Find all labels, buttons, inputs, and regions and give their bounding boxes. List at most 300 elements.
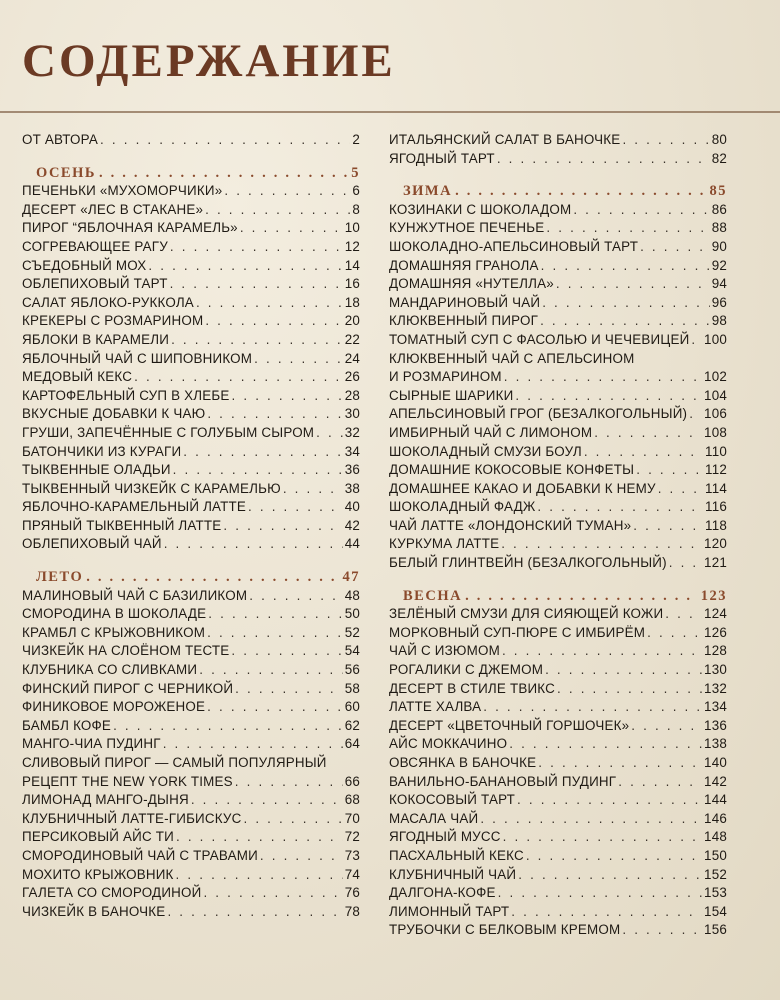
toc-entry	[22, 735, 360, 754]
toc-entry	[22, 903, 360, 922]
toc-entry	[389, 257, 727, 276]
dot-leader	[618, 773, 702, 792]
toc-entry	[389, 810, 727, 829]
entry-title: МАНДАРИНОВЫЙ ЧАЙ	[389, 294, 541, 310]
entry-page: 112	[705, 462, 727, 478]
toc-entry	[389, 498, 727, 517]
entry-title: ВКУСНЫЕ ДОБАВКИ К ЧАЮ	[22, 406, 206, 422]
dot-leader	[622, 131, 709, 150]
entry-page: 36	[344, 462, 360, 478]
toc-entry	[22, 810, 360, 829]
entry-title: ОБЛЕПИХОВЫЙ ЧАЙ	[22, 536, 162, 552]
entry-title: ЧАЙ ЛАТТЕ «ЛОНДОНСКИЙ ТУМАН»	[389, 517, 632, 533]
entry-page: 22	[344, 331, 360, 347]
entry-page: 146	[704, 810, 727, 826]
entry-page: 120	[704, 536, 727, 552]
dot-leader	[594, 424, 702, 443]
dot-leader	[640, 238, 710, 257]
toc-entry	[22, 847, 360, 866]
toc-entry	[389, 480, 727, 499]
toc-entry	[389, 866, 727, 885]
toc-entry	[22, 661, 360, 680]
toc-entry	[389, 150, 727, 169]
dot-leader	[170, 238, 343, 257]
entry-title: ФИНИКОВОЕ МОРОЖЕНОЕ	[22, 699, 206, 715]
summer-list	[22, 587, 360, 922]
entry-title: ЧИЗКЕЙК НА СЛОЁНОМ ТЕСТЕ	[22, 643, 230, 659]
section-heading-autumn	[22, 164, 360, 183]
page-title: СОДЕРЖАНИЕ	[22, 35, 396, 87]
entry-page: 152	[704, 866, 727, 882]
entry-title: ВАНИЛЬНО-БАНАНОВЫЙ ПУДИНГ	[389, 773, 617, 789]
toc-entry	[22, 275, 360, 294]
toc-entry	[389, 605, 727, 624]
entry-title: КЛУБНИЧНЫЙ ЧАЙ	[389, 866, 517, 882]
entry-title: МЕДОВЫЙ КЕКС	[22, 369, 133, 385]
dot-leader	[164, 535, 343, 554]
dot-leader	[248, 498, 343, 517]
entry-title: ФИНСКИЙ ПИРОГ С ЧЕРНИКОЙ	[22, 680, 234, 696]
entry-title: ДОМАШНЯЯ ГРАНОЛА	[389, 257, 539, 273]
toc-entry	[22, 182, 360, 201]
entry-page: 30	[344, 406, 360, 422]
entry-title: КОЗИНАКИ С ШОКОЛАДОМ	[389, 201, 572, 217]
entry-title: БАТОНЧИКИ ИЗ КУРАГИ	[22, 443, 182, 459]
entry-page: 108	[704, 424, 727, 440]
section-title: ЗИМА	[403, 183, 453, 200]
dot-leader	[203, 884, 342, 903]
toc-entry	[22, 219, 360, 238]
entry-title: ОВСЯНКА В БАНОЧКЕ	[389, 755, 537, 770]
toc-entry	[22, 461, 360, 480]
dot-leader	[542, 294, 709, 313]
dot-leader	[171, 331, 343, 350]
dot-leader	[526, 847, 702, 866]
toc-entry	[389, 131, 727, 150]
toc-entry	[389, 368, 727, 387]
dot-leader	[636, 461, 703, 480]
entry-page: 121	[704, 555, 727, 571]
spring-list	[389, 605, 727, 940]
dot-leader	[113, 717, 343, 736]
dot-leader	[223, 517, 342, 536]
title-divider	[0, 111, 780, 113]
winter-list	[389, 201, 727, 573]
entry-page: 150	[704, 847, 727, 863]
entry-page: 44	[344, 536, 360, 552]
toc-entry	[389, 405, 727, 424]
entry-page: 38	[344, 480, 360, 496]
entry-page: 110	[705, 443, 727, 459]
entry-page: 126	[704, 624, 727, 640]
toc-entry	[22, 698, 360, 717]
entry-title: ПИРОГ “ЯБЛОЧНАЯ КАРАМЕЛЬ»	[22, 220, 238, 236]
entry-title: МОХИТО КРЫЖОВНИК	[22, 866, 174, 882]
section-title: ЛЕТО	[36, 569, 84, 586]
entry-page: 56	[344, 662, 360, 678]
toc-entry	[389, 735, 727, 754]
dot-leader	[691, 331, 702, 350]
dot-leader	[208, 605, 342, 624]
entry-page: 156	[704, 922, 727, 938]
entry-title: КАРТОФЕЛЬНЫЙ СУП В ХЛЕБЕ	[22, 387, 230, 403]
toc-entry	[22, 884, 360, 903]
entry-title: ОТ АВТОРА	[22, 132, 99, 147]
dot-leader	[235, 773, 343, 792]
toc-entry	[389, 331, 727, 350]
dot-leader	[167, 903, 342, 922]
entry-title: ЯБЛОЧНЫЙ ЧАЙ С ШИПОВНИКОМ	[22, 350, 253, 366]
toc-entry	[389, 443, 727, 462]
toc-entry	[22, 312, 360, 331]
entry-title: КЛЮКВЕННЫЙ ЧАЙ С АПЕЛЬСИНОМ	[389, 350, 635, 366]
dot-leader	[540, 312, 710, 331]
dot-leader	[511, 903, 702, 922]
entry-title: ДОМАШНИЕ КОКОСОВЫЕ КОНФЕТЫ	[389, 462, 635, 478]
entry-page: 88	[711, 220, 727, 236]
spacer	[22, 554, 360, 568]
entry-title: СЪЕДОБНЫЙ МОХ	[22, 257, 147, 273]
entry-page: 20	[344, 313, 360, 329]
dot-leader	[480, 810, 702, 829]
entry-title: ПЕРСИКОВЫЙ АЙС ТИ	[22, 829, 174, 845]
toc-entry	[389, 461, 727, 480]
entry-title: ДЕСЕРТ «ЛЕС В СТАКАНЕ»	[22, 201, 204, 217]
toc-entry	[389, 387, 727, 406]
entry-page: 92	[711, 257, 727, 273]
entry-page: 54	[344, 643, 360, 659]
entry-page: 12	[344, 238, 360, 254]
section-title: ОСЕНЬ	[36, 164, 96, 181]
entry-page: 6	[352, 183, 360, 199]
entry-page: 32	[344, 424, 360, 440]
toc-entry	[389, 791, 727, 810]
entry-title: ОБЛЕПИХОВЫЙ ТАРТ	[22, 276, 168, 292]
entry-page: 104	[704, 387, 727, 403]
entry-title: ШОКОЛАДНО-АПЕЛЬСИНОВЫЙ ТАРТ	[389, 238, 639, 254]
entry-title: ГРУШИ, ЗАПЕЧЁННЫЕ С ГОЛУБЫМ СЫРОМ	[22, 424, 315, 440]
entry-page: 136	[704, 717, 727, 733]
entry-title: СМОРОДИНА В ШОКОЛАДЕ	[22, 606, 207, 622]
entry-page: 100	[704, 331, 727, 347]
dot-leader	[199, 661, 342, 680]
entry-title: ИМБИРНЫЙ ЧАЙ С ЛИМОНОМ	[389, 424, 593, 440]
entry-title: КЛЮКВЕННЫЙ ПИРОГ	[389, 313, 539, 329]
dot-leader	[465, 587, 698, 606]
dot-leader	[647, 624, 702, 643]
entry-title: КЛУБНИКА СО СЛИВКАМИ	[22, 662, 198, 678]
dot-leader	[502, 642, 702, 661]
section-title: ВЕСНА	[403, 587, 463, 604]
toc-entry	[389, 884, 727, 903]
toc-entry	[389, 201, 727, 220]
entry-page: 8	[352, 201, 360, 217]
entry-title: КОКОСОВЫЙ ТАРТ	[389, 792, 516, 808]
dot-leader	[316, 424, 343, 443]
entry-page: 58	[344, 680, 360, 696]
dot-leader	[176, 828, 343, 847]
toc-entry	[389, 219, 727, 238]
entry-title: САЛАТ ЯБЛОКО-РУККОЛА	[22, 294, 194, 310]
dot-leader	[232, 387, 343, 406]
dot-leader	[689, 405, 702, 424]
entry-title-cont: РЕЦЕПТ THE NEW YORK TIMES	[22, 773, 233, 789]
toc-entry-line	[22, 754, 360, 773]
entry-page: 140	[704, 755, 727, 770]
entry-title: БЕЛЫЙ ГЛИНТВЕЙН (БЕЗАЛКОГОЛЬНЫЙ)	[389, 555, 667, 571]
dot-leader	[545, 661, 702, 680]
toc-entry	[22, 387, 360, 406]
toc-entry	[389, 754, 727, 773]
section-heading-spring	[389, 587, 727, 606]
entry-title: КУНЖУТНОЕ ПЕЧЕНЬЕ	[389, 220, 545, 236]
entry-page: 102	[704, 369, 727, 385]
dot-leader	[573, 201, 709, 220]
entry-title: ТЫКВЕННЫЙ ЧИЗКЕЙК С КАРАМЕЛЬЮ	[22, 480, 281, 496]
entry-page: 48	[344, 587, 360, 603]
entry-page: 73	[344, 847, 360, 863]
toc-entry	[22, 587, 360, 606]
toc-entry	[22, 605, 360, 624]
dot-leader	[658, 480, 703, 499]
dot-leader	[254, 350, 343, 369]
dot-leader	[176, 866, 343, 885]
section-page: 5	[351, 164, 360, 181]
entry-title: ЯБЛОКИ В КАРАМЕЛИ	[22, 331, 170, 347]
toc-entry	[389, 661, 727, 680]
dot-leader	[207, 624, 343, 643]
entry-page: 142	[704, 773, 727, 789]
entry-page: 2	[352, 132, 360, 147]
dot-leader	[191, 791, 343, 810]
entry-title: ЯГОДНЫЙ МУСС	[389, 829, 501, 845]
entry-page: 144	[704, 792, 727, 808]
dot-leader	[205, 312, 342, 331]
entry-page: 124	[704, 606, 727, 622]
entry-title: БАМБЛ КОФЕ	[22, 717, 112, 733]
entry-title: МАНГО-ЧИА ПУДИНГ	[22, 736, 161, 752]
entry-title: ТРУБОЧКИ С БЕЛКОВЫМ КРЕМОМ	[389, 922, 621, 938]
toc-entry	[389, 275, 727, 294]
entry-page: 70	[344, 810, 360, 826]
toc-entry	[22, 866, 360, 885]
entry-title: ДАЛГОНА-КОФЕ	[389, 885, 496, 901]
entry-title: ТЫКВЕННЫЕ ОЛАДЬИ	[22, 462, 171, 478]
entry-page: 154	[704, 903, 727, 919]
entry-page: 90	[711, 238, 727, 254]
toc-entry	[22, 350, 360, 369]
dot-leader	[557, 680, 702, 699]
toc-entry	[389, 828, 727, 847]
toc-entry	[22, 443, 360, 462]
spacer	[389, 573, 727, 587]
toc-entry	[389, 554, 727, 573]
entry-title: ЛИМОНАД МАНГО-ДЫНЯ	[22, 792, 189, 808]
entry-title: ПЕЧЕНЬКИ «МУХОМОРЧИКИ»	[22, 183, 223, 199]
dot-leader	[163, 735, 343, 754]
entry-page: 78	[344, 903, 360, 919]
entry-title: МАЛИНОВЫЙ ЧАЙ С БАЗИЛИКОМ	[22, 587, 248, 603]
entry-page: 52	[344, 624, 360, 640]
toc-entry	[389, 717, 727, 736]
dot-leader	[173, 461, 343, 480]
toc-entry-intro	[22, 131, 360, 150]
entry-page: 16	[344, 276, 360, 292]
entry-title: ЯБЛОЧНО-КАРАМЕЛЬНЫЙ ЛАТТЕ	[22, 499, 247, 515]
entry-title: СЛИВОВЫЙ ПИРОГ — САМЫЙ ПОПУЛЯРНЫЙ	[22, 755, 327, 770]
dot-leader	[249, 587, 342, 606]
entry-title: ПАСХАЛЬНЫЙ КЕКС	[389, 847, 524, 863]
entry-page: 40	[344, 499, 360, 515]
dot-leader	[665, 605, 702, 624]
toc-entry	[22, 294, 360, 313]
entry-title: АЙС МОККАЧИНО	[389, 736, 508, 752]
entry-page: 86	[711, 201, 727, 217]
dot-leader	[99, 164, 348, 183]
entry-page: 132	[704, 680, 727, 696]
dot-leader	[515, 387, 702, 406]
entry-page: 66	[344, 773, 360, 789]
entry-page: 74	[344, 866, 360, 882]
dot-leader	[517, 791, 702, 810]
entry-page: 96	[711, 294, 727, 310]
dot-leader	[633, 517, 703, 536]
entry-title: ДЕСЕРТ В СТИЛЕ ТВИКС	[389, 680, 556, 696]
entry-page: 68	[344, 792, 360, 808]
dot-leader	[501, 535, 702, 554]
entry-page: 138	[704, 736, 727, 752]
dot-leader	[183, 443, 342, 462]
toc-entry	[22, 535, 360, 554]
toc-entry	[389, 624, 727, 643]
entry-title: ГАЛЕТА СО СМОРОДИНОЙ	[22, 885, 202, 901]
entry-title: ЛИМОННЫЙ ТАРТ	[389, 903, 510, 919]
dot-leader	[631, 717, 702, 736]
entry-title: ЧИЗКЕЙК В БАНОЧКЕ	[22, 903, 166, 919]
dot-leader	[483, 698, 702, 717]
entry-title: АПЕЛЬСИНОВЫЙ ГРОГ (БЕЗАЛКОГОЛЬНЫЙ)	[389, 406, 688, 422]
dot-leader	[498, 884, 702, 903]
entry-title: ШОКОЛАДНЫЙ СМУЗИ БОУЛ	[389, 443, 582, 459]
toc-entry	[389, 642, 727, 661]
toc-entry	[22, 257, 360, 276]
entry-title: ЯГОДНЫЙ ТАРТ	[389, 150, 495, 166]
entry-title: СМОРОДИНОВЫЙ ЧАЙ С ТРАВАМИ	[22, 847, 258, 863]
entry-page: 118	[705, 517, 727, 533]
dot-leader	[235, 680, 343, 699]
entry-title: КЛУБНИЧНЫЙ ЛАТТЕ-ГИБИСКУС	[22, 810, 242, 826]
dot-leader	[669, 554, 702, 573]
toc-entry	[389, 698, 727, 717]
entry-page: 106	[704, 406, 727, 422]
dot-leader	[260, 847, 343, 866]
continued-list	[389, 131, 727, 168]
dot-leader	[240, 219, 343, 238]
entry-page: 24	[344, 350, 360, 366]
entry-page: 28	[344, 387, 360, 403]
entry-page: 98	[711, 313, 727, 329]
toc-entry	[22, 717, 360, 736]
spacer	[389, 168, 727, 182]
dot-leader	[504, 368, 702, 387]
entry-title: МАСАЛА ЧАЙ	[389, 810, 479, 826]
entry-page: 42	[344, 517, 360, 533]
entry-title: МОРКОВНЫЙ СУП-ПЮРЕ С ИМБИРЁМ	[389, 624, 646, 640]
toc-entry	[389, 238, 727, 257]
entry-page: 50	[344, 606, 360, 622]
dot-leader	[148, 257, 342, 276]
toc-entry	[389, 903, 727, 922]
dot-leader	[283, 480, 343, 499]
entry-page: 62	[344, 717, 360, 733]
toc-entry	[389, 424, 727, 443]
entry-page: 130	[704, 662, 727, 678]
spacer	[22, 150, 360, 164]
entry-title: ДОМАШНЯЯ «НУТЕЛЛА»	[389, 276, 554, 292]
entry-title: ТОМАТНЫЙ СУП С ФАСОЛЬЮ И ЧЕЧЕВИЦЕЙ	[389, 331, 690, 347]
dot-leader	[518, 866, 702, 885]
toc-entry	[22, 828, 360, 847]
entry-page: 10	[344, 220, 360, 236]
dot-leader	[537, 498, 703, 517]
entry-page: 72	[344, 829, 360, 845]
entry-page: 64	[344, 736, 360, 752]
toc-entry	[22, 480, 360, 499]
toc-entry	[389, 921, 727, 940]
entry-page: 148	[704, 829, 727, 845]
entry-title: ЧАЙ С ИЗЮМОМ	[389, 643, 500, 659]
entry-title: КУРКУМА ЛАТТЕ	[389, 536, 500, 552]
entry-page: 94	[711, 276, 727, 292]
entry-page: 80	[711, 132, 727, 147]
entry-title: ЗЕЛЁНЫЙ СМУЗИ ДЛЯ СИЯЮЩЕЙ КОЖИ	[389, 606, 664, 622]
dot-leader	[503, 828, 702, 847]
entry-page: 134	[704, 699, 727, 715]
dot-leader	[196, 294, 343, 313]
entry-title: КРАМБЛ С КРЫЖОВНИКОМ	[22, 624, 206, 640]
dot-leader	[541, 257, 710, 276]
toc-entry	[22, 201, 360, 220]
dot-leader	[205, 201, 350, 220]
entry-page: 116	[705, 499, 727, 515]
dot-leader	[584, 443, 703, 462]
dot-leader	[134, 368, 343, 387]
section-page: 47	[342, 569, 360, 586]
dot-leader	[455, 182, 706, 201]
entry-page: 26	[344, 369, 360, 385]
dot-leader	[170, 275, 343, 294]
toc-column-left	[22, 131, 360, 921]
toc-entry	[389, 517, 727, 536]
toc-entry	[22, 773, 360, 792]
dot-leader	[497, 150, 710, 169]
dot-leader	[243, 810, 342, 829]
entry-page: 153	[704, 885, 727, 901]
dot-leader	[509, 735, 702, 754]
toc-entry	[389, 773, 727, 792]
entry-title: ШОКОЛАДНЫЙ ФАДЖ	[389, 499, 536, 515]
entry-page: 60	[344, 699, 360, 715]
toc-entry	[389, 312, 727, 331]
dot-leader	[224, 182, 350, 201]
entry-title: ДЕСЕРТ «ЦВЕТОЧНЫЙ ГОРШОЧЕК»	[389, 717, 630, 733]
dot-leader	[231, 642, 342, 661]
entry-page: 76	[344, 885, 360, 901]
toc-entry	[389, 680, 727, 699]
toc-entry	[22, 642, 360, 661]
toc-entry	[22, 498, 360, 517]
toc-entry	[22, 331, 360, 350]
